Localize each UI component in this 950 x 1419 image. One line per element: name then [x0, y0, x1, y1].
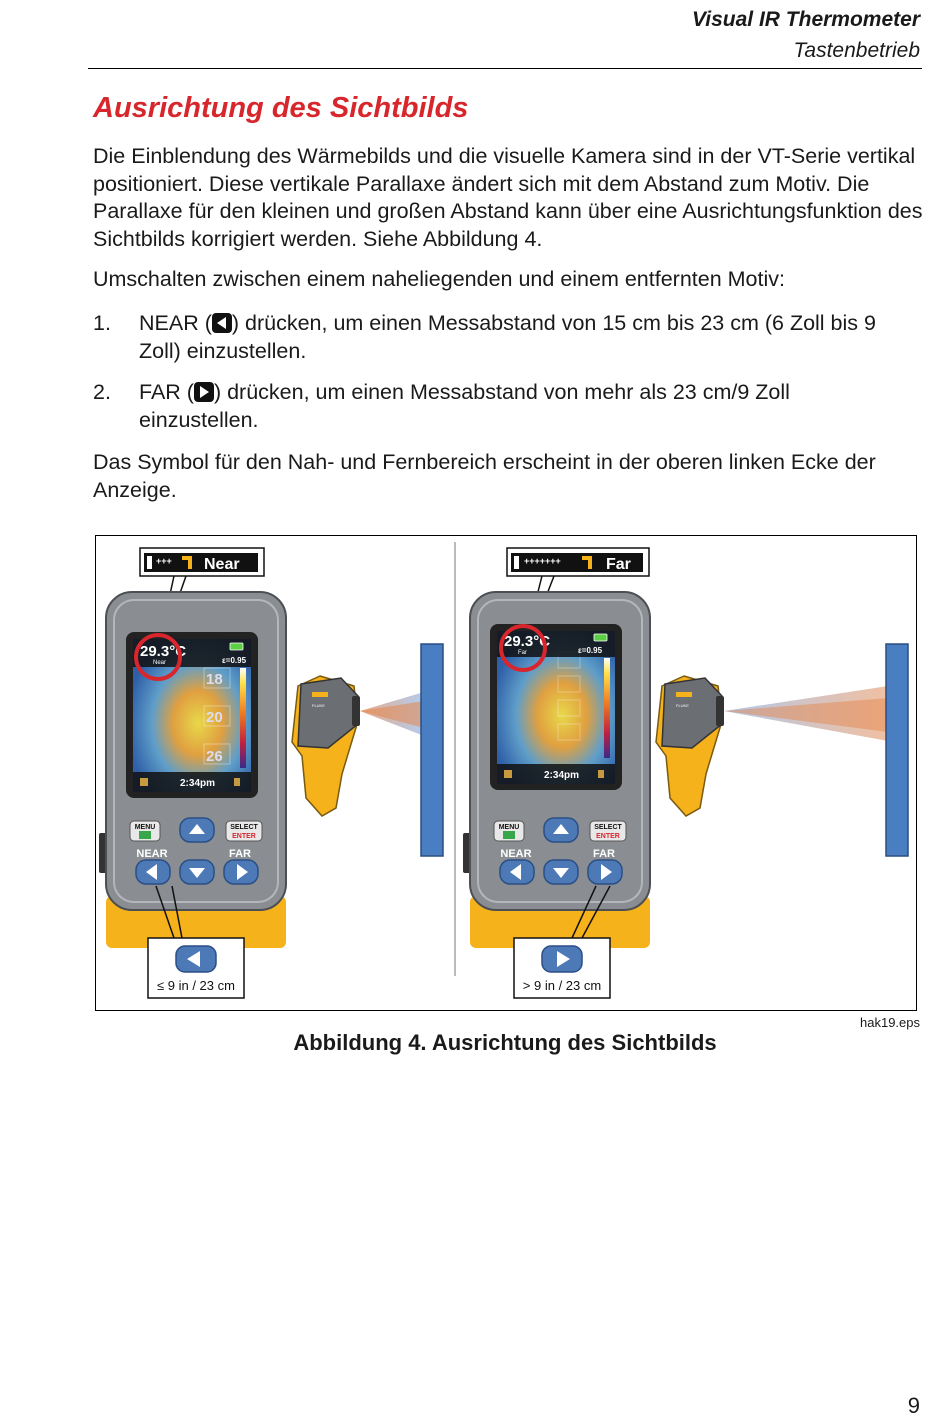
thermometer-side-view — [656, 676, 724, 816]
folder-icon — [140, 778, 148, 786]
page-number: 9 — [907, 1393, 920, 1418]
near-label: NEAR — [136, 848, 168, 860]
power-icon — [503, 831, 515, 839]
select-button-label: SELECT — [230, 824, 258, 831]
figure-alignment — [95, 535, 917, 1011]
battery-icon — [230, 643, 243, 650]
brand-label: FLUKE — [312, 703, 325, 708]
step-number: 1. — [93, 311, 111, 335]
step-text-post: ) drücken, um einen Messabstand von mehr als 23 cm/9 Zoll einzustellen. — [139, 380, 790, 432]
power-icon — [139, 831, 151, 839]
figure-illustration — [96, 536, 916, 1010]
select-button-label: SELECT — [594, 824, 622, 831]
menu-button-label: MENU — [134, 824, 156, 831]
header-rule — [88, 68, 922, 69]
step-text-post: ) drücken, um einen Messabstand von 15 cm bis 23 cm (6 Zoll bis 9 Zoll) einzustellen. — [139, 311, 876, 363]
far-label: FAR — [229, 848, 251, 860]
figure-file-reference: hak19.eps — [860, 1015, 920, 1030]
grid-value: 20 — [206, 709, 223, 726]
step-text-pre: NEAR ( — [139, 311, 212, 335]
color-scale — [604, 658, 610, 758]
folder-icon — [504, 770, 512, 778]
menu-button-label: MENU — [498, 824, 520, 831]
time-readout: 2:34pm — [180, 778, 216, 789]
emissivity-readout: ε=0.95 — [578, 646, 603, 655]
file-icon — [598, 770, 604, 778]
enter-button-label: ENTER — [232, 833, 256, 840]
mode-label-small: Near — [153, 660, 167, 666]
target-surface — [886, 644, 908, 856]
temperature-readout: 29.3°C — [504, 633, 551, 650]
left-arrow-key-icon — [212, 313, 232, 333]
paragraph-symbol: Das Symbol für den Nah- und Fernbereich erscheint in der oberen linken Ecke der Anzeige. — [93, 450, 876, 502]
paragraph-intro: Die Einblendung des Wärmebilds und die visuelle Kamera sind in der VT-Serie vertikal positioniert. Diese vertikale Parallaxe ändert sich mit dem Abstand zum Motiv. Die Parallaxe für den kleinen und großen Abstand kann über eine Ausrichtungsfunktion des Sichtbilds korrigiert werden. Siehe Abbildung 4. — [93, 144, 923, 251]
target-surface — [421, 644, 443, 856]
near-indicator-label: Near — [204, 556, 240, 573]
paragraph-switch: Umschalten zwischen einem naheliegenden und einem entfernten Motiv: — [93, 267, 785, 291]
near-range-label: ≤ 9 in / 23 cm — [157, 978, 235, 993]
brand-label: FLUKE — [676, 703, 689, 708]
section-title: Ausrichtung des Sichtbilds — [93, 92, 469, 124]
step-text-pre: FAR ( — [139, 380, 194, 404]
right-panel — [463, 548, 908, 998]
header-title: Visual IR Thermometer — [692, 8, 920, 31]
enter-button-label: ENTER — [596, 833, 620, 840]
svg-text:+++++++: +++++++ — [524, 556, 561, 566]
grid-value: 26 — [206, 748, 223, 765]
file-icon — [234, 778, 240, 786]
time-readout: 2:34pm — [544, 770, 580, 781]
near-label: NEAR — [500, 848, 532, 860]
step-text — [139, 379, 899, 434]
far-label: FAR — [593, 848, 615, 860]
mode-label-small: Far — [518, 650, 527, 656]
battery-icon — [594, 634, 607, 641]
svg-text:+++: +++ — [156, 556, 172, 566]
grid-value: 18 — [206, 671, 223, 688]
figure-caption: Abbildung 4. Ausrichtung des Sichtbilds — [293, 1030, 717, 1055]
thermometer-side-view — [292, 676, 360, 816]
far-indicator-label: Far — [606, 556, 631, 573]
header-subtitle: Tastenbetrieb — [793, 39, 920, 62]
right-arrow-key-icon — [194, 382, 214, 402]
emissivity-readout: ε=0.95 — [222, 656, 247, 665]
color-scale — [240, 668, 246, 768]
step-text — [139, 310, 899, 365]
temperature-readout: 29.3°C — [140, 643, 187, 660]
left-panel — [99, 548, 443, 998]
far-range-label: > 9 in / 23 cm — [522, 978, 602, 993]
step-number: 2. — [93, 380, 111, 404]
